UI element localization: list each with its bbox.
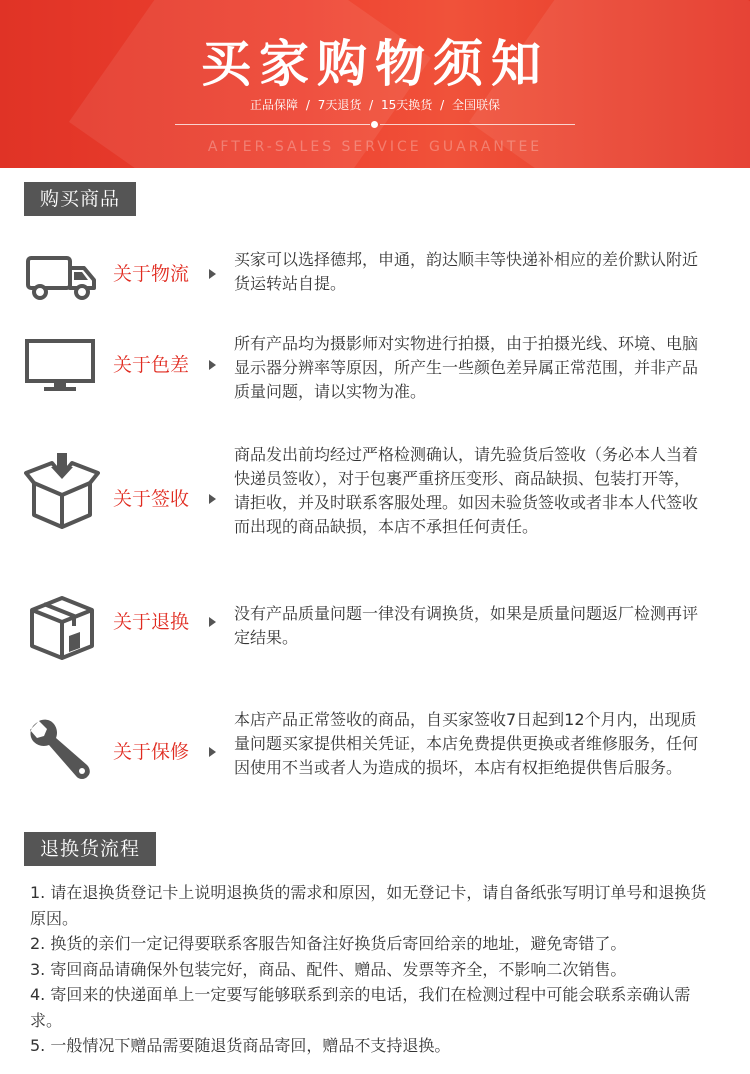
item-label: 关于签收	[113, 488, 190, 510]
caret-right-icon	[209, 269, 216, 279]
tag-15day-exchange: 15天换货	[381, 98, 433, 112]
page-title: 买家购物须知	[201, 35, 549, 93]
item-label: 关于物流	[113, 263, 190, 285]
banner-english-subtitle: AFTER-SALES SERVICE GUARANTEE	[207, 139, 543, 155]
tag-7day-return: 7天退货	[317, 98, 362, 112]
item-label: 关于保修	[113, 741, 190, 763]
item-label: 关于色差	[113, 354, 190, 376]
list-item: 3. 寄回商品请确保外包装完好，商品、配件、赠品、发票等齐全，不影响二次销售。	[30, 959, 627, 979]
caret-right-icon	[209, 360, 216, 370]
tag-warranty: 全国联保	[452, 98, 501, 112]
banner-divider-dot	[371, 121, 378, 128]
monitor-icon	[24, 335, 100, 411]
item-description: 买家可以选择德邦，申通，韵达顺丰等快递补相应的差价默认附近货运转站自提。	[234, 250, 699, 293]
item-description: 本店产品正常签收的商品，自买家签收7日起到12个月内，出现质量问题买家提供相关凭证，本店免费提供更换或者维修服务，任何因使用不当或者人为造成的损坏，本店有权拒绝提供售后服务。	[234, 710, 699, 777]
truck-icon	[24, 240, 100, 316]
caret-right-icon	[209, 494, 216, 504]
list-item: 1. 请在退换货登记卡上说明退换货的需求和原因，如无登记卡，请自备纸张写明订单号和退换货原因。	[30, 883, 707, 928]
item-label: 关于退换	[113, 611, 190, 633]
return-steps-list	[30, 880, 710, 1059]
list-item: 5. 一般情况下赠品需要随退货商品寄回，赠品不支持退换。	[30, 1036, 451, 1055]
tag-separator: /	[369, 98, 374, 112]
banner-divider-left	[175, 124, 370, 125]
info-item-logistics	[0, 240, 750, 320]
tag-separator: /	[305, 98, 310, 112]
tag-separator: /	[440, 98, 445, 112]
info-item-signing	[0, 443, 750, 568]
package-open-icon	[24, 453, 100, 529]
item-description: 所有产品均为摄影师对实物进行拍摄，由于拍摄光线、环境、电脑显示器分辨率等原因，所产生一些颜色差异属正常范围，并非产品质量问题，请以实物为准。	[234, 334, 699, 401]
header-banner	[0, 0, 750, 168]
caret-right-icon	[209, 747, 216, 757]
item-description: 商品发出前均经过严格检测确认，请先验货后签收（务必本人当着快递员签收），对于包裹严重挤压变形、商品缺损、包装打开等，请拒收，并及时联系客服处理。如因未验货签收或者非本人代签收而出现的商品缺损，本店不承担任何责任。	[234, 445, 699, 536]
banner-tags	[0, 97, 750, 113]
item-description: 没有产品质量问题一律没有调换货，如果是质量问题返厂检测再评定结果。	[234, 604, 699, 647]
tag-genuine: 正品保障	[249, 98, 298, 112]
wrench-icon	[24, 716, 100, 792]
section-heading-return-process: 退换货流程	[24, 832, 156, 866]
info-item-color	[0, 335, 750, 425]
list-item: 2. 换货的亲们一定记得要联系客服告知备注好换货后寄回给亲的地址，避免寄错了。	[30, 934, 627, 953]
caret-right-icon	[209, 617, 216, 627]
info-item-warranty	[0, 706, 750, 806]
section-heading-purchase: 购买商品	[24, 182, 136, 216]
info-item-return	[0, 590, 750, 670]
list-item: 4. 寄回来的快递面单上一定要写能够联系到亲的电话，我们在检测过程中可能会联系亲确认需求。	[30, 985, 691, 1030]
banner-divider-right	[380, 124, 575, 125]
return-box-icon	[24, 590, 100, 666]
